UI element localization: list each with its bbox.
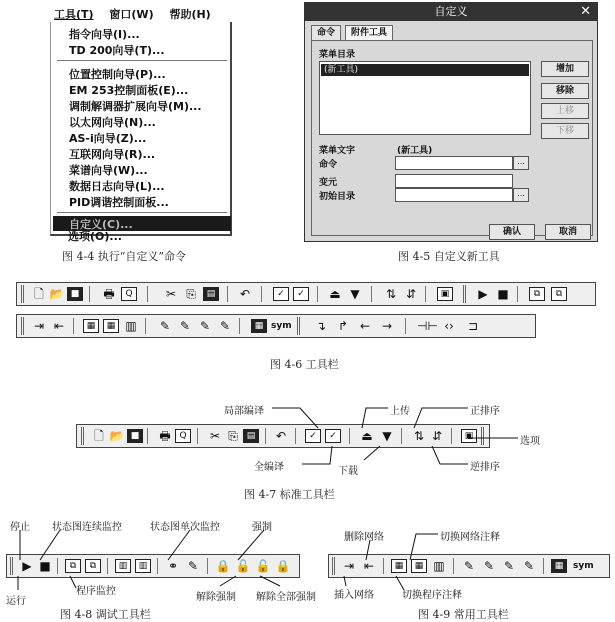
toolbar-row-1 <box>16 282 596 306</box>
menu-window[interactable]: 窗口(W) <box>109 8 154 21</box>
browse-dir-button[interactable]: ... <box>513 188 529 202</box>
separator <box>401 428 402 444</box>
tab-tools[interactable]: 附件工具 <box>345 25 393 40</box>
label-compile-all: 全编译 <box>254 462 284 473</box>
separator <box>451 428 452 444</box>
label-options: 选项 <box>520 436 540 447</box>
caption-fig-4-9: 图 4-9 常用工具栏 <box>418 608 509 621</box>
chart-pause-icon[interactable]: ▥ <box>115 559 131 573</box>
sort-asc-icon[interactable]: ⇅ <box>385 287 397 301</box>
options-icon[interactable]: ▣ <box>437 287 453 301</box>
label-program-monitor: 程序监控 <box>76 586 116 597</box>
leader-sort-desc <box>432 446 468 464</box>
cut-icon[interactable]: ✂ <box>209 429 221 443</box>
common-toolbar <box>328 554 610 578</box>
box-icon[interactable]: ⊐ <box>467 319 479 333</box>
caption-fig-4-5: 图 4-5 自定义新工具 <box>398 250 500 263</box>
close-icon[interactable]: ✕ <box>580 4 591 19</box>
separator <box>89 286 90 302</box>
toolbar-grip[interactable] <box>21 317 24 335</box>
coil-icon[interactable]: ‹› <box>444 319 454 333</box>
symbol-table-icon[interactable]: ▥ <box>125 319 137 333</box>
remove-button[interactable]: 移除 <box>541 83 589 99</box>
separator <box>425 286 426 302</box>
menu-item-pid-panel[interactable]: PID调谐控制面板... <box>69 196 169 209</box>
toolbar-grip[interactable] <box>21 285 24 303</box>
symbol-info-icon[interactable]: ▦ <box>551 559 567 573</box>
menu-item-internet-wizard[interactable]: 互联网向导(R)... <box>69 148 156 161</box>
undo-icon[interactable]: ↶ <box>239 287 251 301</box>
label-upload: 上传 <box>390 406 410 417</box>
run-icon[interactable]: ▶ <box>478 287 488 301</box>
separator <box>317 286 318 302</box>
separator <box>261 286 262 302</box>
sym-icon[interactable]: sym <box>573 561 594 571</box>
delete-network-icon[interactable]: ⇤ <box>363 559 375 573</box>
separator <box>349 428 350 444</box>
preview-icon[interactable]: Q <box>121 287 137 301</box>
label-insert-network: 插入网络 <box>334 590 374 601</box>
args-field[interactable] <box>395 174 513 188</box>
toolbar-grip[interactable] <box>332 557 335 575</box>
customize-dialog <box>304 2 598 242</box>
save-icon[interactable]: ■ <box>67 287 83 301</box>
force-icon[interactable]: 🔒 <box>215 559 231 573</box>
insert-network-icon[interactable]: ⇥ <box>343 559 355 573</box>
ok-button[interactable]: 确认 <box>489 224 535 240</box>
compile-all-icon[interactable]: ✓ <box>293 287 309 301</box>
separator <box>517 286 518 302</box>
label-run: 运行 <box>6 596 26 607</box>
caption-fig-4-6: 图 4-6 工具栏 <box>270 358 339 371</box>
dialog-title: 自定义 <box>305 3 597 21</box>
sym-icon[interactable]: sym <box>271 321 292 331</box>
options-icon[interactable]: ▣ <box>461 429 477 443</box>
status-chart-continuous-icon[interactable]: ⧉ <box>85 559 101 573</box>
copy-icon[interactable]: ⎘ <box>186 287 196 301</box>
compile-icon[interactable]: ✓ <box>273 287 289 301</box>
separator <box>265 428 266 444</box>
contact-icon[interactable]: ⊣⊢ <box>417 319 438 333</box>
menu-separator <box>57 212 227 213</box>
toolbar-row-2 <box>16 314 536 338</box>
separator <box>239 318 240 334</box>
separator <box>107 558 108 574</box>
read-forced-icon[interactable]: 🔒 <box>275 559 291 573</box>
status-chart-single-icon[interactable]: ⚭ <box>167 559 179 573</box>
remove-bookmarks-icon[interactable]: ✎ <box>219 319 231 333</box>
open-icon[interactable]: 📂 <box>109 429 125 443</box>
network-comment-icon[interactable]: ▦ <box>103 319 119 333</box>
label-stop: 停止 <box>10 522 30 533</box>
args-label: 变元 <box>319 178 338 188</box>
menu-item-modem-wizard[interactable]: 调制解调器扩展向导(M)... <box>69 100 202 113</box>
prev-bookmark-icon[interactable]: ✎ <box>503 559 515 573</box>
stop-icon[interactable]: ■ <box>497 287 509 301</box>
open-icon[interactable]: 📂 <box>49 287 65 301</box>
compile-all-icon[interactable]: ✓ <box>325 429 341 443</box>
menu-list[interactable] <box>319 61 531 135</box>
program-monitor-icon[interactable]: ⧉ <box>65 559 81 573</box>
unforce-icon[interactable]: 🔓 <box>235 559 251 573</box>
label-toggle-network-comment: 切换网络注释 <box>440 532 500 543</box>
toolbar-grip[interactable] <box>10 557 13 575</box>
menu-help[interactable]: 帮助(H) <box>169 8 211 21</box>
toolbar-grip[interactable] <box>297 317 300 335</box>
menu-separator <box>57 60 227 61</box>
upload-icon[interactable]: ⏏ <box>361 429 373 443</box>
label-sort-asc: 正排序 <box>470 406 500 417</box>
tools-dropdown <box>50 22 232 236</box>
tools-menu-figure <box>40 2 240 242</box>
symbol-info-icon[interactable]: ▦ <box>251 319 267 333</box>
delete-network-icon[interactable]: ⇤ <box>53 319 65 333</box>
debug-toolbar <box>6 554 300 578</box>
label-toggle-program-comment: 切换程序注释 <box>402 590 462 601</box>
new-icon[interactable]: 🗋 <box>34 287 44 301</box>
program-comment-icon[interactable]: ▦ <box>83 319 99 333</box>
toggle-network-comment-icon[interactable]: ▦ <box>411 559 427 573</box>
prev-bookmark-icon[interactable]: ✎ <box>199 319 211 333</box>
separator <box>207 558 208 574</box>
tab-commands[interactable]: 命令 <box>311 25 341 40</box>
separator <box>453 558 454 574</box>
new-icon[interactable]: 🗋 <box>94 429 104 443</box>
print-icon[interactable]: 🖶 <box>159 429 171 443</box>
label-chart-continuous: 状态图连续监控 <box>52 522 122 533</box>
move-up-button[interactable]: 上移 <box>541 103 589 119</box>
menu-list-label: 菜单目录 <box>319 50 356 60</box>
bookmark-icon[interactable]: ✎ <box>463 559 475 573</box>
separator <box>295 428 296 444</box>
save-icon[interactable]: ■ <box>127 429 143 443</box>
add-button[interactable]: 增加 <box>541 61 589 77</box>
label-download: 下载 <box>338 466 358 477</box>
menu-item-position-wizard[interactable]: 位置控制向导(P)... <box>69 68 166 81</box>
chart-trend-icon[interactable]: ▥ <box>135 559 151 573</box>
status-chart-icon[interactable]: ⧉ <box>551 287 567 301</box>
command-label: 命令 <box>319 160 338 170</box>
download-icon[interactable]: ▼ <box>382 429 392 443</box>
init-dir-field[interactable] <box>395 188 513 202</box>
menu-tools[interactable]: 工具(T) <box>54 8 94 21</box>
separator <box>157 558 158 574</box>
remove-bookmarks-icon[interactable]: ✎ <box>523 559 535 573</box>
menu-item-em253-panel[interactable]: EM 253控制面板(E)... <box>69 84 189 97</box>
insert-network-icon[interactable]: ⇥ <box>33 319 45 333</box>
stop-icon[interactable]: ■ <box>39 559 51 573</box>
label-unforce-all: 解除全部强制 <box>256 592 316 603</box>
cancel-button[interactable]: 取消 <box>545 224 591 240</box>
separator <box>147 428 148 444</box>
menu-text-label: 菜单文字 <box>319 146 356 156</box>
menu-item-recipe-wizard[interactable]: 菜谱向导(W)... <box>69 164 148 177</box>
run-icon[interactable]: ▶ <box>22 559 32 573</box>
download-icon[interactable]: ▼ <box>350 287 360 301</box>
leader-compile-all <box>302 446 332 464</box>
compile-icon[interactable]: ✓ <box>305 429 321 443</box>
menu-item-customize-label: 自定义(C)... <box>69 218 133 231</box>
toolbar-grip[interactable] <box>81 427 84 445</box>
init-dir-label: 初始目录 <box>319 192 356 202</box>
program-monitor-icon[interactable]: ⧉ <box>529 287 545 301</box>
label-unforce: 解除强制 <box>196 592 236 603</box>
copy-icon[interactable]: ⎘ <box>228 429 238 443</box>
upload-icon[interactable]: ⏏ <box>329 287 341 301</box>
symbol-table-icon[interactable]: ▥ <box>433 559 445 573</box>
separator <box>383 558 384 574</box>
separator <box>147 286 148 302</box>
label-delete-network: 删除网络 <box>344 532 384 543</box>
paste-icon[interactable]: ▤ <box>203 287 219 301</box>
leader-download <box>364 446 380 460</box>
browse-command-button[interactable]: ... <box>513 156 529 170</box>
separator <box>227 286 228 302</box>
toolbar-grip[interactable] <box>463 285 466 303</box>
toolbar-grip[interactable] <box>481 427 484 445</box>
menu-item-options[interactable]: 选项(O)... <box>68 230 122 243</box>
label-sort-desc: 逆排序 <box>470 462 500 473</box>
menu-item-instruction-wizard[interactable]: 指令向导(I)... <box>69 28 140 41</box>
line-left-icon[interactable]: ← <box>359 319 371 333</box>
separator <box>543 558 544 574</box>
caption-fig-4-4: 图 4-4 执行“自定义”命令 <box>62 250 186 263</box>
cut-icon[interactable]: ✂ <box>165 287 177 301</box>
line-right-icon[interactable]: → <box>381 319 393 333</box>
standard-toolbar <box>76 424 490 448</box>
sort-desc-icon[interactable]: ⇵ <box>405 287 417 301</box>
menu-item-td200-wizard[interactable]: TD 200向导(T)... <box>69 44 165 57</box>
list-item-new-tool[interactable]: (新工具) <box>321 64 529 76</box>
unforce-all-icon[interactable]: 🔓 <box>255 559 271 573</box>
next-bookmark-icon[interactable]: ✎ <box>483 559 495 573</box>
line-down-icon[interactable]: ↴ <box>315 319 327 333</box>
menu-item-asi-wizard[interactable]: AS-i向导(Z)... <box>69 132 147 145</box>
menu-item-ethernet-wizard[interactable]: 以太网向导(N)... <box>69 116 156 129</box>
undo-icon[interactable]: ↶ <box>275 429 287 443</box>
menu-text-value: (新工具) <box>397 146 433 156</box>
label-partial-compile: 局部编译 <box>224 406 264 417</box>
line-up-icon[interactable]: ↱ <box>337 319 349 333</box>
print-icon[interactable]: 🖶 <box>103 287 115 301</box>
sort-asc-icon[interactable]: ⇅ <box>413 429 425 443</box>
move-down-button[interactable]: 下移 <box>541 123 589 139</box>
separator <box>197 428 198 444</box>
label-force: 强制 <box>252 522 272 533</box>
separator <box>405 318 406 334</box>
command-field[interactable] <box>395 156 513 170</box>
paste-icon[interactable]: ▤ <box>243 429 259 443</box>
separator <box>145 318 146 334</box>
sort-desc-icon[interactable]: ⇵ <box>431 429 443 443</box>
caption-fig-4-7: 图 4-7 标准工具栏 <box>244 488 335 501</box>
toggle-program-comment-icon[interactable]: ▦ <box>391 559 407 573</box>
menu-item-datalog-wizard[interactable]: 数据日志向导(L)... <box>69 180 165 193</box>
write-icon[interactable]: ✎ <box>187 559 199 573</box>
next-bookmark-icon[interactable]: ✎ <box>179 319 191 333</box>
preview-icon[interactable]: Q <box>175 429 191 443</box>
caption-fig-4-8: 图 4-8 调试工具栏 <box>60 608 151 621</box>
bookmark-icon[interactable]: ✎ <box>159 319 171 333</box>
separator <box>57 558 58 574</box>
separator <box>73 318 74 334</box>
label-chart-single: 状态图单次监控 <box>150 522 220 533</box>
separator <box>371 286 372 302</box>
menu-bar <box>54 6 223 22</box>
